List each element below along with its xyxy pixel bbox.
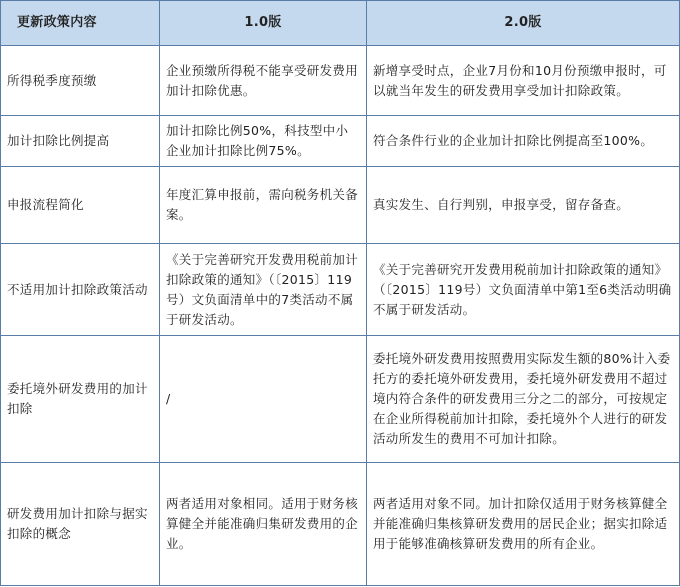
- row-v2-text: 真实发生、自行判别，申报享受，留存备查。: [367, 167, 680, 244]
- table-row: [1, 116, 680, 167]
- row-item: 所得税季度预缴: [1, 46, 160, 116]
- header-version-2: 2.0版: [367, 1, 680, 46]
- table-row: [1, 336, 680, 463]
- row-v1-text: 加计扣除比例50%，科技型中小企业加计扣除比例75%。: [160, 116, 367, 167]
- row-item: 不适用加计扣除政策活动: [1, 244, 160, 336]
- row-v1-text: 企业预缴所得税不能享受研发费用加计扣除优惠。: [160, 46, 367, 116]
- row-v2-text: 《关于完善研究开发费用税前加计扣除政策的通知》（〔2015〕119号）文负面清单中第1至6类活动明确不属于研发活动。: [367, 244, 680, 336]
- table-row: [1, 244, 680, 336]
- row-v1-text: 两者适用对象相同。适用于财务核算健全并能准确归集研发费用的企业。: [160, 463, 367, 586]
- row-v2-text: 符合条件行业的企业加计扣除比例提高至100%。: [367, 116, 680, 167]
- row-v1-text: /: [160, 336, 367, 463]
- table-row: [1, 463, 680, 586]
- table-row: [1, 167, 680, 244]
- row-item: 申报流程简化: [1, 167, 160, 244]
- header-policy-content: 更新政策内容: [1, 1, 160, 46]
- table-row: [1, 46, 680, 116]
- row-item: 加计扣除比例提高: [1, 116, 160, 167]
- row-item: 研发费用加计扣除与据实扣除的概念: [1, 463, 160, 586]
- row-v2-text: 新增享受时点，企业7月份和10月份预缴申报时，可以就当年发生的研发费用享受加计扣除政策。: [367, 46, 680, 116]
- row-item: 委托境外研发费用的加计扣除: [1, 336, 160, 463]
- header-version-1: 1.0版: [160, 1, 367, 46]
- row-v2-text: 委托境外研发费用按照费用实际发生额的80%计入委托方的委托境外研发费用，委托境外研发费用不超过境内符合条件的研发费用三分之二的部分，可按规定在企业所得税前加计扣除，委托境外个人进行的研发活动所发生的费用不可加计扣除。: [367, 336, 680, 463]
- table-header-row: [1, 1, 680, 46]
- row-v1-text: 《关于完善研究开发费用税前加计扣除政策的通知》（〔2015〕119号）文负面清单中的7类活动不属于研发活动。: [160, 244, 367, 336]
- row-v2-text: 两者适用对象不同。加计扣除仅适用于财务核算健全并能准确归集核算研发费用的居民企业；据实扣除适用于能够准确核算研发费用的所有企业。: [367, 463, 680, 586]
- row-v1-text: 年度汇算申报前，需向税务机关备案。: [160, 167, 367, 244]
